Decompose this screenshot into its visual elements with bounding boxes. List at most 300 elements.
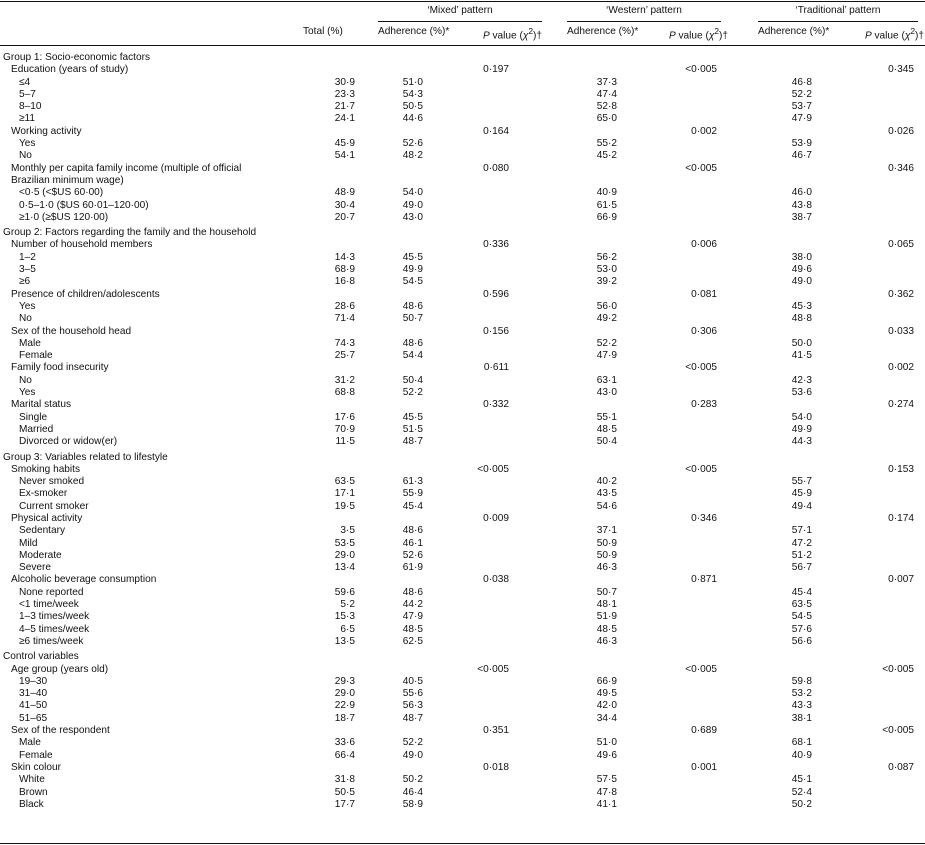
row-label: No [19,374,32,386]
mixed-p-cell: <0·005 [477,463,509,475]
row-label: Black [19,798,44,810]
row-label: Severe [19,562,51,574]
western-adherence-cell: 41·1 [596,798,617,810]
western-adherence-cell: 57·5 [596,774,617,786]
row-label: 4–5 times/week [19,623,90,635]
mixed-adherence-cell: 61·9 [402,562,423,574]
row-label: 1–3 times/week [19,611,90,623]
table-row [0,501,925,513]
col-header-total: Total (%) [303,26,343,37]
row-label: <1 time/week [19,599,79,611]
row-label: Sex of the household head [11,325,132,337]
total-cell: 17·7 [334,798,355,810]
mixed-adherence-cell: 43·0 [402,211,423,223]
western-adherence-cell: 53·0 [596,264,617,276]
table-row [0,550,925,562]
table-row [0,276,925,288]
traditional-adherence-cell: 42·3 [791,374,812,386]
mixed-adherence-cell: 45·5 [402,251,423,263]
traditional-p-cell: <0·005 [882,663,914,675]
table-row [0,212,925,224]
table-row [0,488,925,500]
total-cell: 68·8 [334,387,355,399]
mixed-adherence-cell: 51·0 [402,76,423,88]
traditional-adherence-cell: 57·1 [791,525,812,537]
table-row [0,350,925,362]
mixed-adherence-cell: 50·5 [402,101,423,113]
traditional-adherence-cell: 56·7 [791,562,812,574]
total-cell: 31·8 [334,774,355,786]
traditional-p-cell: 0·174 [888,512,914,524]
table-row [0,101,925,113]
row-label: Female [19,350,53,362]
row-label: Sex of the respondent [11,725,110,737]
mixed-adherence-cell: 56·3 [402,700,423,712]
western-adherence-cell: 51·9 [596,611,617,623]
traditional-adherence-cell: 45·9 [791,488,812,500]
total-cell: 25·7 [334,350,355,362]
total-cell: 33·6 [334,737,355,749]
variable-row [0,574,925,586]
western-p-cell: <0·005 [685,362,717,374]
mixed-adherence-cell: 52·6 [402,138,423,150]
mixed-p-cell: 0·018 [483,761,509,773]
traditional-adherence-cell: 45·4 [791,586,812,598]
total-cell: 50·5 [334,786,355,798]
table-row [0,750,925,762]
traditional-adherence-cell: 43·8 [791,199,812,211]
row-label: Brown [19,786,48,798]
mixed-adherence-cell: 55·9 [402,488,423,500]
traditional-adherence-cell: 47·9 [791,113,812,125]
western-adherence-cell: 49·2 [596,313,617,325]
western-adherence-cell: 50·9 [596,549,617,561]
mixed-p-cell: 0·156 [483,325,509,337]
table-row [0,599,925,611]
row-label: None reported [19,586,84,598]
mixed-span-rule [378,21,542,22]
mixed-p-cell: 0·596 [483,288,509,300]
table-row [0,89,925,101]
row-label: Alcoholic beverage consumption [11,574,157,586]
table-row [0,313,925,325]
total-cell: 31·2 [334,374,355,386]
variable-row [0,725,925,737]
mixed-adherence-cell: 45·5 [402,411,423,423]
col-header-western-p: P value $(\chi^2)\dagger$ [668,26,728,42]
total-cell: 15·3 [334,611,355,623]
total-cell: 5·2 [340,599,355,611]
western-p-cell: 0·002 [691,125,717,137]
western-p-cell: <0·005 [685,64,717,76]
mixed-adherence-cell: 58·9 [402,798,423,810]
traditional-adherence-cell: 53·7 [791,101,812,113]
mixed-adherence-cell: 45·4 [402,500,423,512]
total-cell: 17·6 [334,411,355,423]
table-row [0,301,925,313]
row-label: Mild [19,537,38,549]
row-label: 1–2 [19,251,36,263]
table-body [0,52,925,811]
row-label: Ex-smoker [19,488,68,500]
row-label: 5–7 [19,88,36,100]
total-cell: 28·6 [334,300,355,312]
mixed-adherence-cell: 54·3 [402,88,423,100]
row-label: Control variables [3,651,79,663]
table-row [0,436,925,448]
row-label: 19–30 [19,675,48,687]
traditional-p-cell: 0·007 [888,574,914,586]
western-adherence-cell: 43·0 [596,387,617,399]
traditional-adherence-cell: 53·6 [791,387,812,399]
western-adherence-cell: 66·9 [596,211,617,223]
western-p-cell: 0·001 [691,761,717,773]
western-adherence-cell: 40·2 [596,476,617,488]
mixed-adherence-cell: 50·2 [402,774,423,786]
row-label: Number of household members [11,239,153,251]
table-row [0,113,925,125]
traditional-adherence-cell: 38·0 [791,251,812,263]
col-header-mixed-p: P value $(\chi^2)\dagger$ [482,26,542,42]
table-row [0,538,925,550]
group-header-western: ‘Western’ pattern [606,5,682,16]
row-label: <0·5 (<$US 60·00) [19,187,104,199]
row-label: Divorced or widow(er) [19,436,118,448]
traditional-adherence-cell: 48·8 [791,313,812,325]
total-cell: 48·9 [334,187,355,199]
traditional-adherence-cell: 50·0 [791,337,812,349]
traditional-adherence-cell: 53·9 [791,138,812,150]
western-adherence-cell: 40·9 [596,187,617,199]
total-cell: 13·4 [334,562,355,574]
row-label: Presence of children/adolescents [11,288,160,300]
row-label: Monthly per capita family income (multiple of official [11,162,242,174]
mixed-adherence-cell: 61·3 [402,476,423,488]
western-p-cell: 0·346 [691,512,717,524]
row-label: Moderate [19,549,62,561]
traditional-adherence-cell: 44·3 [791,436,812,448]
variable-row [0,289,925,301]
western-adherence-cell: 55·1 [596,411,617,423]
mixed-p-cell: 0·197 [483,64,509,76]
row-label: No [19,150,32,162]
table-row [0,424,925,436]
mixed-adherence-cell: 44·6 [402,113,423,125]
table-row [0,562,925,574]
col-header-traditional-p: P value $(\chi^2)\dagger$ [864,26,924,42]
row-label: Physical activity [11,512,83,524]
group-heading-row [0,52,925,64]
traditional-p-cell: 0·274 [888,399,914,411]
total-cell: 70·9 [334,423,355,435]
western-p-cell: 0·689 [691,725,717,737]
total-cell: 20·7 [334,211,355,223]
total-cell: 74·3 [334,337,355,349]
western-adherence-cell: 47·8 [596,786,617,798]
western-adherence-cell: 50·9 [596,537,617,549]
total-cell: 29·3 [334,675,355,687]
table-row [0,338,925,350]
traditional-adherence-cell: 52·4 [791,786,812,798]
mixed-p-cell: 0·038 [483,574,509,586]
western-p-cell: 0·081 [691,288,717,300]
mixed-p-cell: 0·336 [483,239,509,251]
variable-row [0,239,925,251]
western-adherence-cell: 47·4 [596,88,617,100]
mixed-adherence-cell: 48·6 [402,525,423,537]
row-label: Female [19,749,53,761]
mixed-adherence-cell: 51·5 [402,423,423,435]
top-rule [0,1,925,2]
mixed-adherence-cell: 48·6 [402,337,423,349]
row-label: Male [19,337,41,349]
variable-row [0,664,925,676]
traditional-adherence-cell: 59·8 [791,675,812,687]
variable-row [0,362,925,374]
mixed-adherence-cell: 52·6 [402,549,423,561]
table-row [0,587,925,599]
traditional-adherence-cell: 49·6 [791,264,812,276]
western-adherence-cell: 37·1 [596,525,617,537]
total-cell: 68·9 [334,264,355,276]
western-adherence-cell: 50·7 [596,586,617,598]
mixed-p-cell: 0·009 [483,512,509,524]
mixed-adherence-cell: 52·2 [402,387,423,399]
mixed-adherence-cell: 49·9 [402,264,423,276]
western-adherence-cell: 63·1 [596,374,617,386]
total-cell: 45·9 [334,138,355,150]
row-label: ≥6 times/week [19,635,84,647]
variable-row [0,326,925,338]
mixed-adherence-cell: 62·5 [402,635,423,647]
mixed-adherence-cell: 48·6 [402,300,423,312]
row-label: Group 2: Factors regarding the family and the household [3,227,257,239]
table-row [0,138,925,150]
group-header-traditional: ‘Traditional’ pattern [795,5,881,16]
header-rule [0,45,925,46]
row-label: 31–40 [19,688,48,700]
mixed-p-cell: 0·351 [483,725,509,737]
traditional-adherence-cell: 55·7 [791,476,812,488]
row-label: Yes [19,138,36,150]
total-cell: 16·8 [334,276,355,288]
mixed-adherence-cell: 50·7 [402,313,423,325]
row-label: Married [19,423,54,435]
mixed-adherence-cell: 54·5 [402,276,423,288]
western-adherence-cell: 39·2 [596,276,617,288]
traditional-adherence-cell: 41·5 [791,350,812,362]
western-p-cell: 0·283 [691,399,717,411]
group-heading-row [0,651,925,663]
traditional-adherence-cell: 68·1 [791,737,812,749]
mixed-adherence-cell: 44·2 [402,599,423,611]
western-adherence-cell: 54·6 [596,500,617,512]
traditional-p-cell: 0·033 [888,325,914,337]
western-adherence-cell: 66·9 [596,675,617,687]
table-row [0,252,925,264]
traditional-adherence-cell: 38·1 [791,712,812,724]
western-adherence-cell: 48·5 [596,423,617,435]
western-adherence-cell: 37·3 [596,76,617,88]
total-cell: 13·5 [334,635,355,647]
traditional-adherence-cell: 54·0 [791,411,812,423]
table-row [0,150,925,162]
col-header-traditional-adherence: Adherence (%)* [758,26,830,37]
traditional-p-cell: 0·345 [888,64,914,76]
row-label: 51–65 [19,712,48,724]
western-p-cell: <0·005 [685,663,717,675]
western-adherence-cell: 46·3 [596,635,617,647]
mixed-adherence-cell: 49·0 [402,749,423,761]
total-cell: 54·1 [334,150,355,162]
total-cell: 18·7 [334,712,355,724]
western-p-cell: <0·005 [685,463,717,475]
row-label: Marital status [11,399,72,411]
traditional-adherence-cell: 46·0 [791,187,812,199]
table-row [0,200,925,212]
traditional-adherence-cell: 46·7 [791,150,812,162]
row-label: White [19,774,45,786]
western-adherence-cell: 47·9 [596,350,617,362]
western-adherence-cell: 50·4 [596,436,617,448]
total-cell: 63·5 [334,476,355,488]
row-label: 0·5–1·0 ($US 60·01–120·00) [19,199,149,211]
table-row [0,636,925,648]
western-adherence-cell: 48·1 [596,599,617,611]
mixed-p-cell: 0·164 [483,125,509,137]
table-row [0,187,925,199]
total-cell: 21·7 [334,101,355,113]
mixed-adherence-cell: 52·2 [402,737,423,749]
table-row [0,412,925,424]
total-cell: 30·4 [334,199,355,211]
row-label: ≤4 [19,76,31,88]
traditional-adherence-cell: 49·9 [791,423,812,435]
row-label: Yes [19,387,36,399]
row-label: Sedentary [19,525,66,537]
western-adherence-cell: 49·5 [596,688,617,700]
traditional-p-cell: 0·002 [888,362,914,374]
mixed-adherence-cell: 47·9 [402,611,423,623]
western-p-cell: <0·005 [685,162,717,174]
total-cell: 23·3 [334,88,355,100]
bottom-rule [0,843,925,844]
traditional-p-cell: 0·026 [888,125,914,137]
variable-row [0,762,925,774]
mixed-p-cell: 0·332 [483,399,509,411]
table-row [0,700,925,712]
traditional-adherence-cell: 50·2 [791,798,812,810]
table-row [0,611,925,623]
col-header-western-adherence: Adherence (%)* [567,26,639,37]
traditional-adherence-cell: 47·2 [791,537,812,549]
western-adherence-cell: 48·5 [596,623,617,635]
traditional-p-cell: 0·153 [888,463,914,475]
table-row [0,787,925,799]
total-cell: 11·5 [335,436,355,448]
variable-row [0,175,925,187]
traditional-adherence-cell: 45·1 [791,774,812,786]
traditional-adherence-cell: 49·4 [791,500,812,512]
mixed-adherence-cell: 54·0 [402,187,423,199]
row-label: ≥6 [19,276,31,288]
total-cell: 29·0 [334,688,355,700]
western-adherence-cell: 56·2 [596,251,617,263]
western-adherence-cell: 51·0 [596,737,617,749]
total-cell: 22·9 [334,700,355,712]
row-label: 3–5 [19,264,36,276]
table-row [0,264,925,276]
table-row [0,713,925,725]
traditional-adherence-cell: 63·5 [791,599,812,611]
table-row [0,387,925,399]
western-p-cell: 0·006 [691,239,717,251]
table-row [0,624,925,636]
traditional-adherence-cell: 51·2 [791,549,812,561]
western-adherence-cell: 43·5 [596,488,617,500]
traditional-p-cell: 0·087 [888,761,914,773]
col-header-mixed-adherence: Adherence (%)* [378,26,450,37]
total-cell: 19·5 [334,500,355,512]
western-span-rule [567,21,721,22]
row-label: Age group (years old) [11,663,109,675]
row-label: Family food insecurity [11,362,109,374]
row-label: Male [19,737,41,749]
total-cell: 6·5 [340,623,355,635]
row-label: Skin colour [11,761,61,773]
table-row [0,375,925,387]
total-cell: 3·5 [340,525,355,537]
traditional-p-cell: 0·346 [888,162,914,174]
mixed-adherence-cell: 55·6 [402,688,423,700]
group-heading-row [0,452,925,464]
row-label: Smoking habits [11,463,81,475]
mixed-adherence-cell: 48·7 [402,712,423,724]
row-label: Education (years of study) [11,64,129,76]
traditional-p-cell: 0·065 [888,239,914,251]
row-label: 8–10 [19,101,42,113]
table-row [0,688,925,700]
traditional-p-cell: 0·362 [888,288,914,300]
mixed-adherence-cell: 46·4 [402,786,423,798]
western-adherence-cell: 56·0 [596,300,617,312]
row-label: Group 3: Variables related to lifestyle [3,451,168,463]
total-cell: 53·5 [334,537,355,549]
mixed-p-cell: 0·611 [483,362,509,374]
table-row [0,525,925,537]
row-label: ≥1·0 (≥$US 120·00) [19,211,109,223]
traditional-adherence-cell: 40·9 [791,749,812,761]
mixed-p-cell: <0·005 [477,663,509,675]
variable-row [0,126,925,138]
row-label: Brazilian minimum wage) [11,174,124,186]
mixed-adherence-cell: 40·5 [402,675,423,687]
traditional-adherence-cell: 45·3 [791,300,812,312]
traditional-adherence-cell: 54·5 [791,611,812,623]
traditional-p-cell: <0·005 [882,725,914,737]
western-adherence-cell: 52·2 [596,337,617,349]
row-label: Current smoker [19,500,89,512]
group-heading-row [0,227,925,239]
row-label: Yes [19,300,36,312]
traditional-span-rule [758,21,918,22]
total-cell: 59·6 [334,586,355,598]
total-cell: 66·4 [334,749,355,761]
total-cell: 30·9 [334,76,355,88]
table-row [0,676,925,688]
western-adherence-cell: 55·2 [596,138,617,150]
row-label: Working activity [11,125,82,137]
